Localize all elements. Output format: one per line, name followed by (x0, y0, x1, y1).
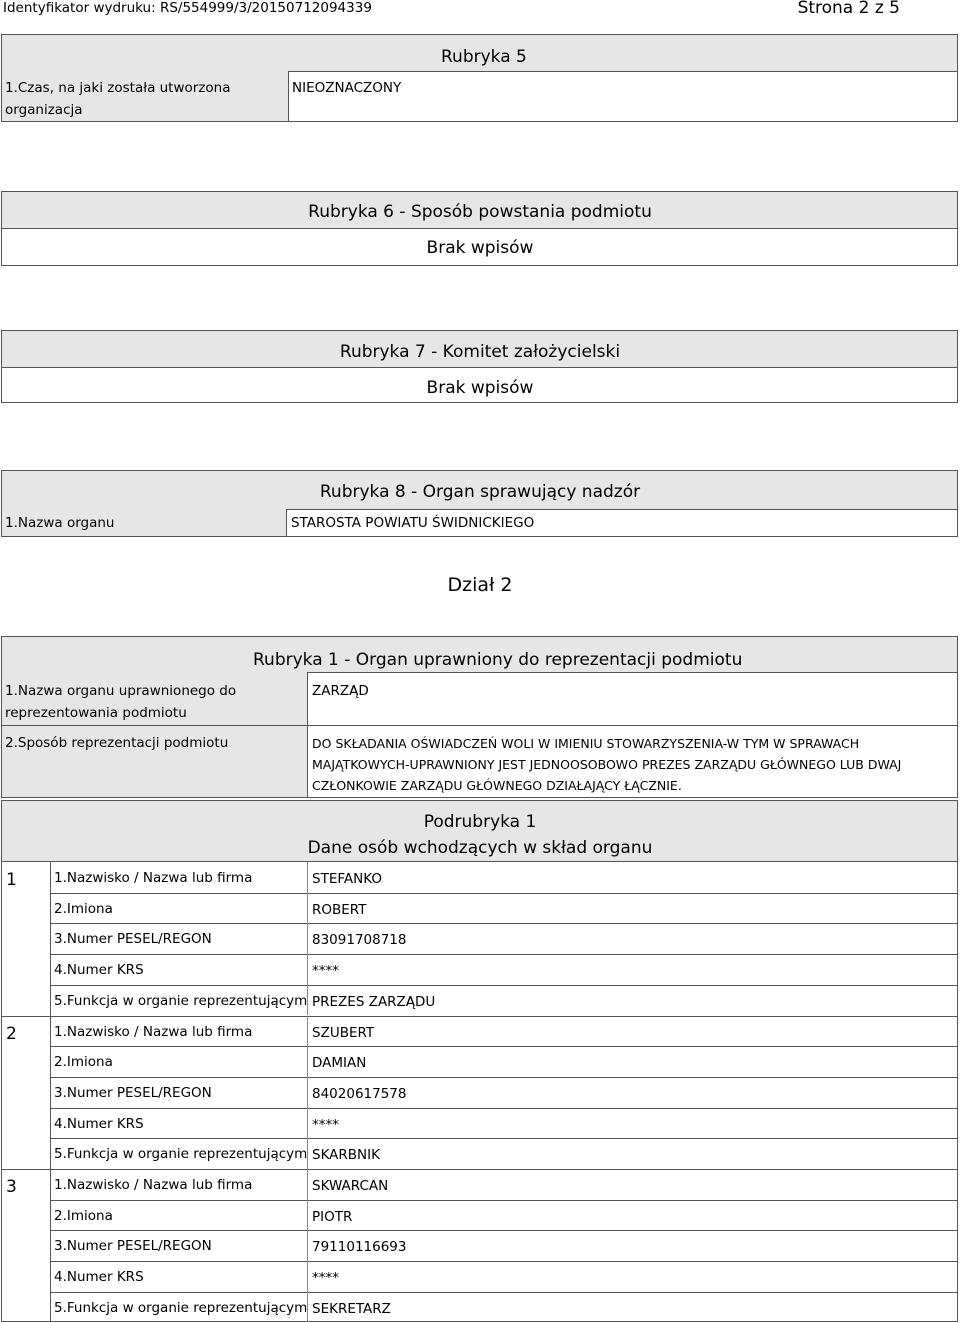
value-funkcja: PREZES ZARZĄDU (312, 993, 436, 1010)
label-funkcja: 5.Funkcja w organie reprezentującym (54, 1299, 308, 1316)
value-cell-imiona (307, 893, 958, 924)
rubryka-1-value2-line1: DO SKŁADANIA OŚWIADCZEŃ WOLI W IMIENIU STOWARZYSZENIA-W TYM W SPRAWACH (312, 736, 860, 751)
value-krs: **** (312, 1270, 339, 1287)
page-number: Strona 2 z 5 (797, 0, 900, 18)
value-nazwisko: STEFANKO (312, 871, 382, 887)
rubryka-6-title: Rubryka 6 - Sposób powstania podmiotu (308, 202, 652, 222)
rubryka-1-value1: ZARZĄD (312, 683, 369, 699)
rubryka-6-value: Brak wpisów (426, 238, 534, 258)
value-imiona: DAMIAN (312, 1055, 367, 1072)
value-cell-nazwisko (307, 862, 958, 893)
rubryka-7-title: Rubryka 7 - Komitet założycielski (339, 342, 621, 362)
rubryka-8-title: Rubryka 8 - Organ sprawujący nadzór (319, 482, 641, 502)
label-krs: 4.Numer KRS (54, 1115, 144, 1132)
label-krs: 4.Numer KRS (54, 962, 144, 979)
value-krs: **** (312, 963, 339, 980)
rubryka-7-value: Brak wpisów (426, 378, 534, 398)
person-number: 1 (6, 870, 17, 890)
rubryka-1-divider (1, 725, 307, 726)
rubryka-1-label1-line2: reprezentowania podmiotu (5, 705, 187, 721)
value-cell-krs (307, 954, 958, 985)
value-cell-nazwisko (307, 1016, 958, 1047)
value-funkcja: SKARBNIK (312, 1147, 380, 1164)
value-cell-krs (307, 1261, 958, 1292)
value-imiona: PIOTR (312, 1208, 353, 1225)
persons-table-column-divider (50, 861, 51, 1322)
label-imiona: 2.Imiona (54, 900, 113, 917)
label-krs: 4.Numer KRS (54, 1269, 144, 1286)
rubryka-5-label-line2: organizacja (5, 102, 83, 118)
person-number: 3 (6, 1177, 17, 1197)
label-imiona: 2.Imiona (54, 1054, 113, 1071)
value-cell-funkcja (307, 1292, 958, 1323)
value-cell-krs (307, 1108, 958, 1139)
rubryka-5-title: Rubryka 5 (441, 47, 527, 67)
label-funkcja: 5.Funkcja w organie reprezentującym (54, 992, 308, 1009)
value-pesel: 79110116693 (312, 1239, 407, 1256)
rubryka-1-title: Rubryka 1 - Organ uprawniony do reprezentacji podmiotu (253, 650, 743, 670)
value-cell-funkcja (307, 1138, 958, 1169)
label-imiona: 2.Imiona (54, 1207, 113, 1224)
rubryka-5-label-line1: 1.Czas, na jaki została utworzona (5, 80, 231, 96)
value-cell-nazwisko (307, 1169, 958, 1200)
value-cell-imiona (307, 1046, 958, 1077)
person-number: 2 (6, 1023, 17, 1044)
rubryka-1-value2-line3: CZŁONKOWIE ZARZĄDU GŁÓWNEGO DZIAŁAJĄCY ŁĄCZNIE. (312, 778, 682, 793)
podrubryka-title: Podrubryka 1 (423, 812, 537, 832)
label-nazwisko: 1.Nazwisko / Nazwa lub firma (54, 870, 253, 886)
value-krs: **** (312, 1116, 339, 1133)
label-nazwisko: 1.Nazwisko / Nazwa lub firma (54, 1177, 253, 1193)
label-funkcja: 5.Funkcja w organie reprezentującym (54, 1146, 308, 1163)
label-pesel: 3.Numer PESEL/REGON (54, 931, 212, 948)
rubryka-1-label2: 2.Sposób reprezentacji podmiotu (5, 735, 229, 751)
section-title: Dział 2 (447, 574, 513, 596)
rubryka-5-value-cell (288, 71, 958, 122)
label-pesel: 3.Numer PESEL/REGON (54, 1238, 212, 1255)
value-pesel: 83091708718 (312, 932, 407, 949)
rubryka-1-value1-cell (307, 672, 958, 726)
value-nazwisko: SKWARCAN (312, 1178, 389, 1194)
value-nazwisko: SZUBERT (312, 1024, 375, 1041)
value-imiona: ROBERT (312, 901, 367, 918)
rubryka-8-label: 1.Nazwa organu (5, 515, 115, 531)
value-cell-imiona (307, 1200, 958, 1231)
rubryka-5-value: NIEOZNACZONY (292, 80, 402, 96)
rubryka-1-value2-line2: MAJĄTKOWYCH-UPRAWNIONY JEST JEDNOOSOBOWO PREZES ZARZĄDU GŁÓWNEGO LUB DWAJ (312, 757, 902, 772)
rubryka-8-value: STAROSTA POWIATU ŚWIDNICKIEGO (291, 515, 535, 531)
print-identifier: Identyfikator wydruku: RS/554999/3/20150712094339 (3, 0, 372, 16)
podrubryka-subtitle: Dane osób wchodzących w skład organu (307, 838, 653, 858)
value-funkcja: SEKRETARZ (312, 1300, 391, 1317)
value-pesel: 84020617578 (312, 1085, 407, 1102)
rubryka-1-label1-line1: 1.Nazwa organu uprawnionego do (5, 683, 237, 699)
label-nazwisko: 1.Nazwisko / Nazwa lub firma (54, 1023, 253, 1040)
label-pesel: 3.Numer PESEL/REGON (54, 1084, 212, 1101)
